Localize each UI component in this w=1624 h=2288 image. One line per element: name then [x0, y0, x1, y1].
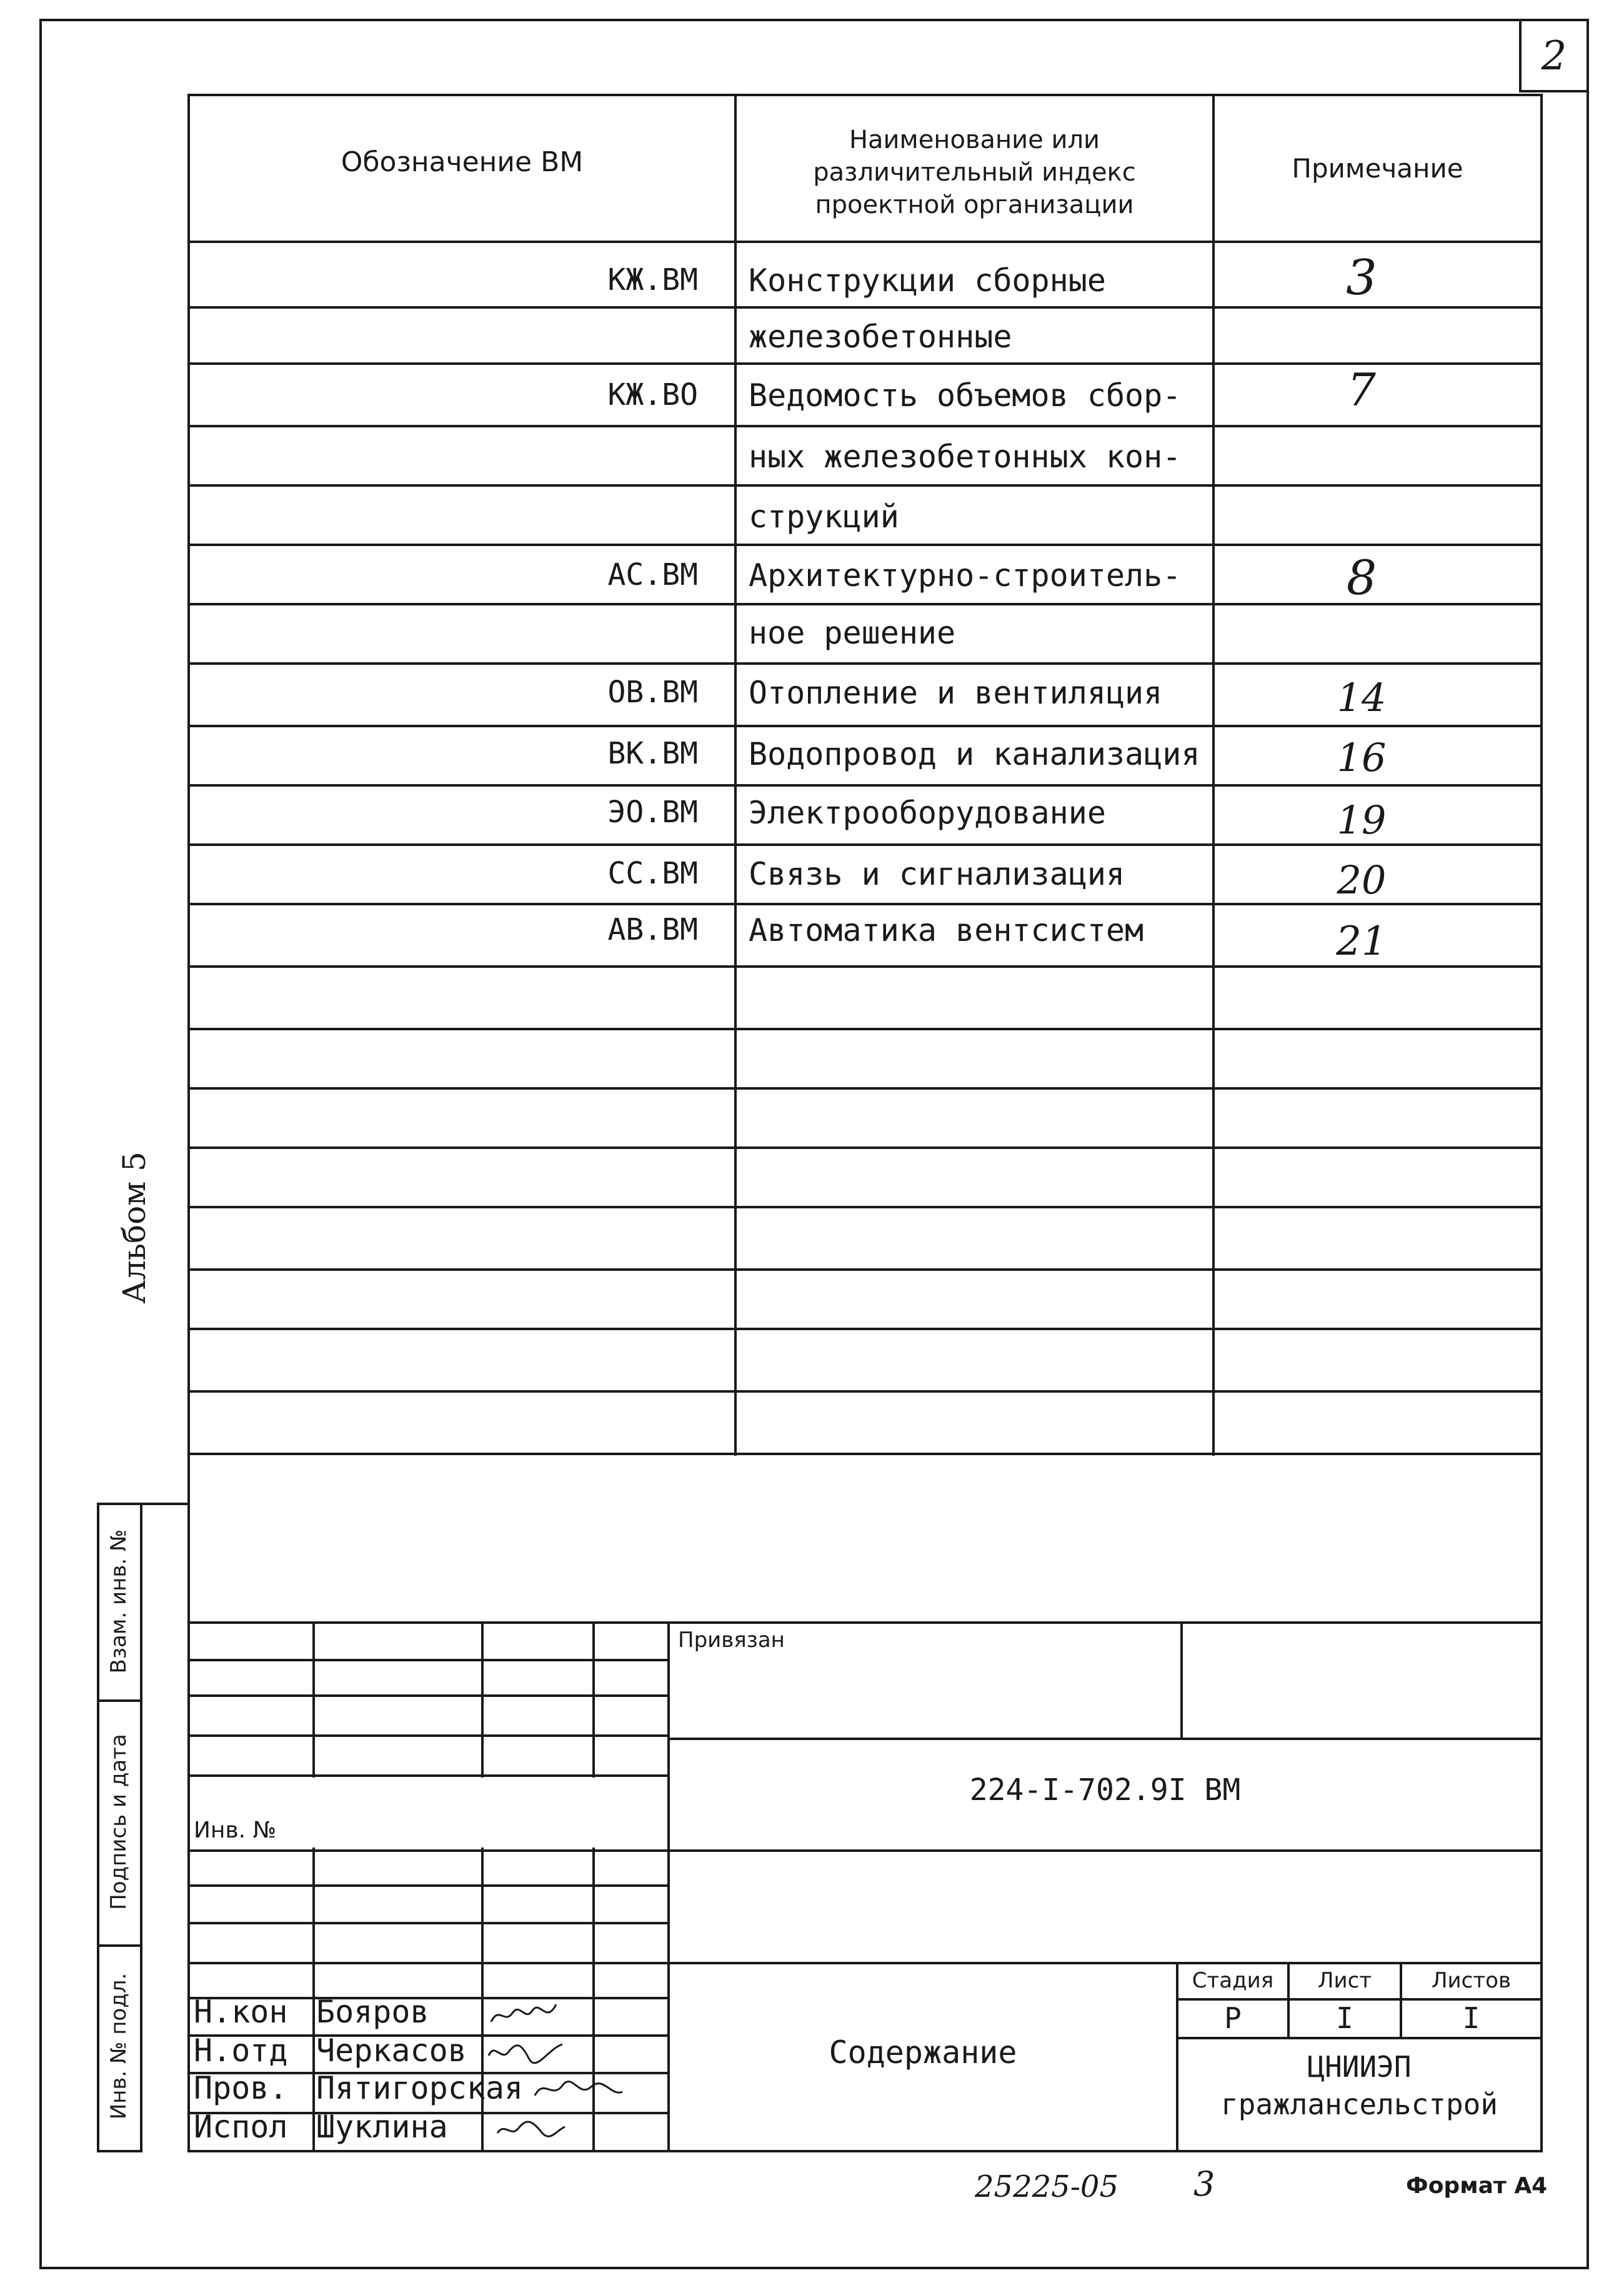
row-note: 14 [1337, 675, 1387, 720]
header-designation: Обозначение ВМ [341, 146, 584, 178]
row-code: ОВ.ВМ [607, 675, 698, 710]
signer-name: Бояров [316, 1994, 429, 2030]
organization [1178, 2048, 1540, 2123]
row-name: Конструкции сборные [749, 262, 1106, 299]
vzam-inv-label: Взам. инв. № [106, 1529, 131, 1674]
page-number: 2 [1541, 33, 1567, 79]
header-note: Примечание [1292, 153, 1463, 184]
row-code: КЖ.ВО [607, 377, 698, 412]
signer-role: Н.отд [194, 2032, 288, 2069]
row-name: Ведомость объемов сбор- [749, 377, 1182, 414]
inv-no-label: Инв. № [194, 1818, 277, 1843]
row-code: СС.ВМ [607, 856, 698, 891]
row-note: 19 [1337, 797, 1387, 843]
row-name: ное решение [749, 615, 956, 651]
row-name: Электрооборудование [749, 795, 1106, 831]
stage-value: Р [1224, 2001, 1242, 2035]
sheet-title: Содержание [829, 2034, 1017, 2071]
row-name: железобетонные [749, 319, 1012, 355]
row-note: 21 [1336, 918, 1387, 965]
row-code: КЖ.ВМ [607, 262, 698, 297]
row-name: Водопровод и канализация [749, 736, 1200, 772]
signature-mark [485, 2037, 566, 2068]
row-code: АВ.ВМ [607, 912, 698, 947]
bottom-number: 3 [1193, 2164, 1215, 2204]
row-code: АС.ВМ [607, 557, 698, 592]
sheets-value: I [1462, 2001, 1480, 2035]
row-name: струкций [749, 499, 899, 535]
header-name-line2: различительный индекс [813, 158, 1136, 187]
stage-label: Стадия [1192, 1968, 1274, 1993]
row-note: 20 [1337, 857, 1387, 903]
row-code: ЭО.ВМ [607, 795, 698, 830]
header-name [737, 124, 1212, 221]
format-label: Формат А4 [1406, 2173, 1548, 2199]
signer-role: Н.кон [194, 1994, 288, 2030]
album-label: Альбом 5 [116, 1151, 152, 1304]
podpis-data-label: Подпись и дата [106, 1734, 131, 1910]
row-note: 8 [1346, 550, 1377, 605]
row-name: Связь и сигнализация [749, 856, 1125, 892]
row-code: ВК.ВМ [607, 736, 698, 771]
signature-mark [486, 1999, 561, 2031]
sheet-label: Лист [1317, 1968, 1372, 1993]
header-name-line3: проектной организации [815, 191, 1134, 219]
privyazan-label: Привязан [678, 1628, 785, 1653]
sheet-value: I [1336, 2001, 1353, 2035]
signature-mark [494, 2113, 569, 2144]
bottom-code: 25225-05 [975, 2169, 1118, 2204]
organization-line1: ЦНИИЭП [1307, 2050, 1412, 2084]
signer-name: Пятигорская [316, 2070, 524, 2106]
row-name: Архитектурно-строитель- [749, 557, 1182, 594]
row-name: Автоматика вентсистем [749, 912, 1144, 948]
signer-role: Пров. [194, 2070, 288, 2106]
header-name-line1: Наименование или [849, 126, 1100, 154]
row-name: ных железобетонных кон- [749, 439, 1182, 475]
signer-name: Шуклина [316, 2109, 448, 2145]
signer-role: Испол [194, 2109, 288, 2145]
organization-line2: гражлансельстрой [1220, 2087, 1498, 2121]
row-name: Отопление и вентиляция [749, 675, 1163, 711]
inv-podl-label: Инв. № подл. [106, 1972, 131, 2120]
sheets-label: Листов [1431, 1968, 1511, 1993]
row-note: 3 [1346, 250, 1377, 306]
signer-name: Черкасов [316, 2032, 467, 2069]
signature-mark [531, 2074, 625, 2106]
row-note: 16 [1337, 735, 1387, 780]
document-code: 224-I-702.9I ВМ [969, 1773, 1241, 1808]
row-note: 7 [1347, 364, 1376, 416]
